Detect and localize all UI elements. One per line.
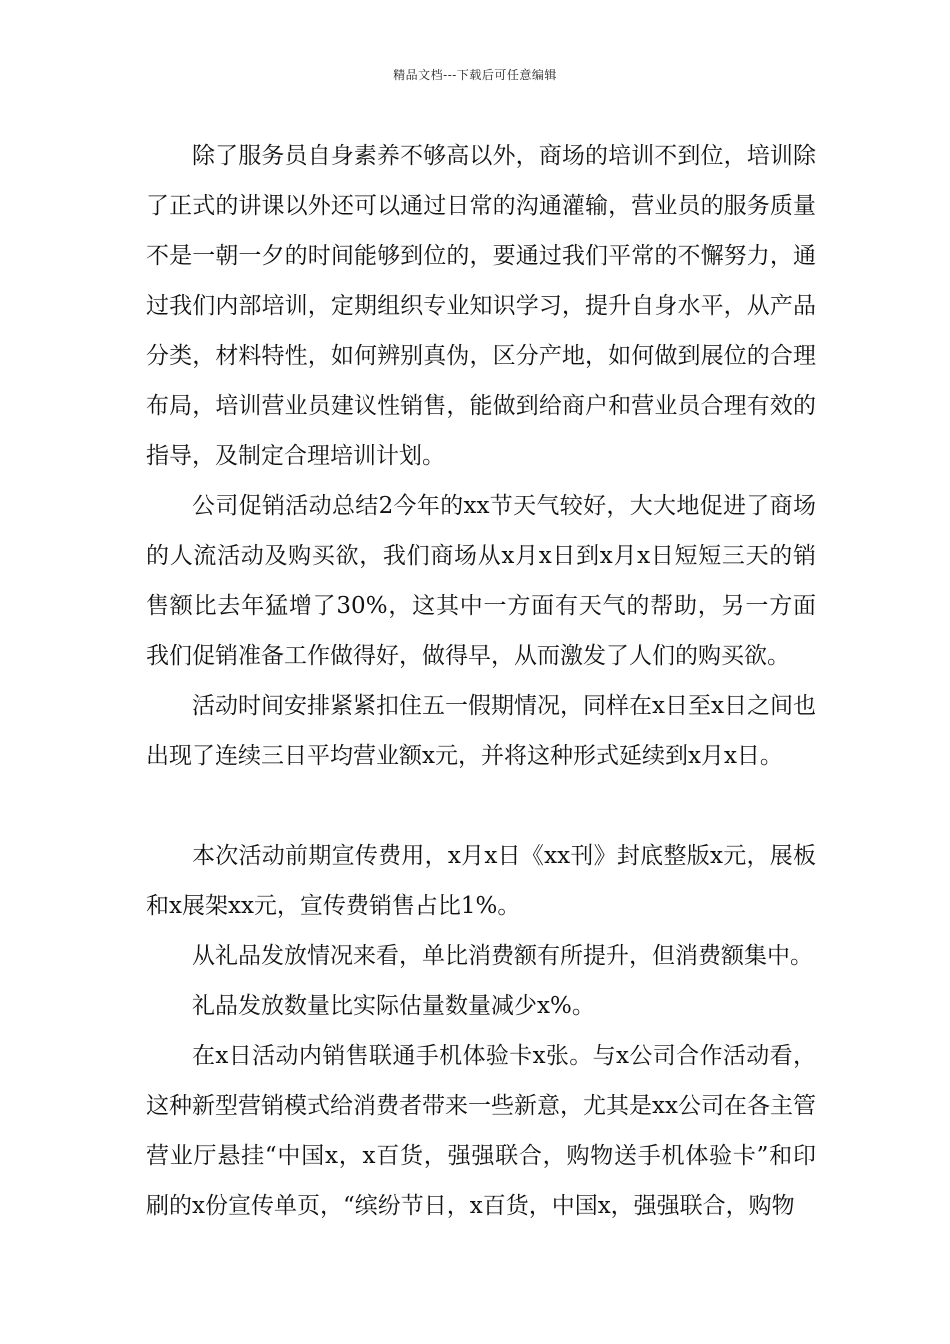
paragraph-promotion-summary: 公司促销活动总结2今年的xx节天气较好，大大地促进了商场的人流活动及购买欲，我们商场从x月x日到x月x日短短三天的销售额比去年猛增了30%，这其中一方面有天气的帮助，另一方面我们促销准备工作做得好，做得早，从而激发了人们的购买欲。 — [146, 493, 816, 669]
paragraph-gift-distribution: 从礼品发放情况来看，单比消费额有所提升，但消费额集中。 — [192, 943, 813, 969]
paragraph-training: 除了服务员自身素养不够高以外，商场的培训不到位，培训除了正式的讲课以外还可以通过日常的沟通灌输，营业员的服务质量不是一朝一夕的时间能够到位的，要通过我们平常的不懈努力，通过我们内部培训，定期组织专业知识学习，提升自身水平，从产品分类，材料特性，如何辨别真伪，区分产地，如何做到展位的合理布局，培训营业员建议性销售，能做到给商户和营业员合理有效的指导，及制定合理培训计划。 — [146, 143, 816, 469]
paragraph-advertising-cost: 本次活动前期宣传费用，x月x日《xx刊》封底整版x元，展板和x展架xx元，宣传费销售占比1%。 — [146, 843, 816, 919]
paragraph-phone-card-sales: 在x日活动内销售联通手机体验卡x张。与x公司合作活动看，这种新型营销模式给消费者带来一些新意，尤其是xx公司在各主管营业厅悬挂“中国x，x百货，强强联合，购物送手机体验卡”和印刷的x份宣传单页，“缤纷节日，x百货，中国x，强强联合，购物 — [146, 1043, 816, 1219]
paragraph-gift-quantity: 礼品发放数量比实际估量数量减少x%。 — [192, 993, 595, 1019]
paragraph-activity-schedule: 活动时间安排紧紧扣住五一假期情况，同样在x日至x日之间也出现了连续三日平均营业额x元，并将这种形式延续到x月x日。 — [146, 693, 816, 769]
paragraph-spacer — [146, 781, 816, 831]
page-header: 精品文档---下载后可任意编辑 — [393, 68, 557, 82]
document-body — [146, 131, 816, 1231]
